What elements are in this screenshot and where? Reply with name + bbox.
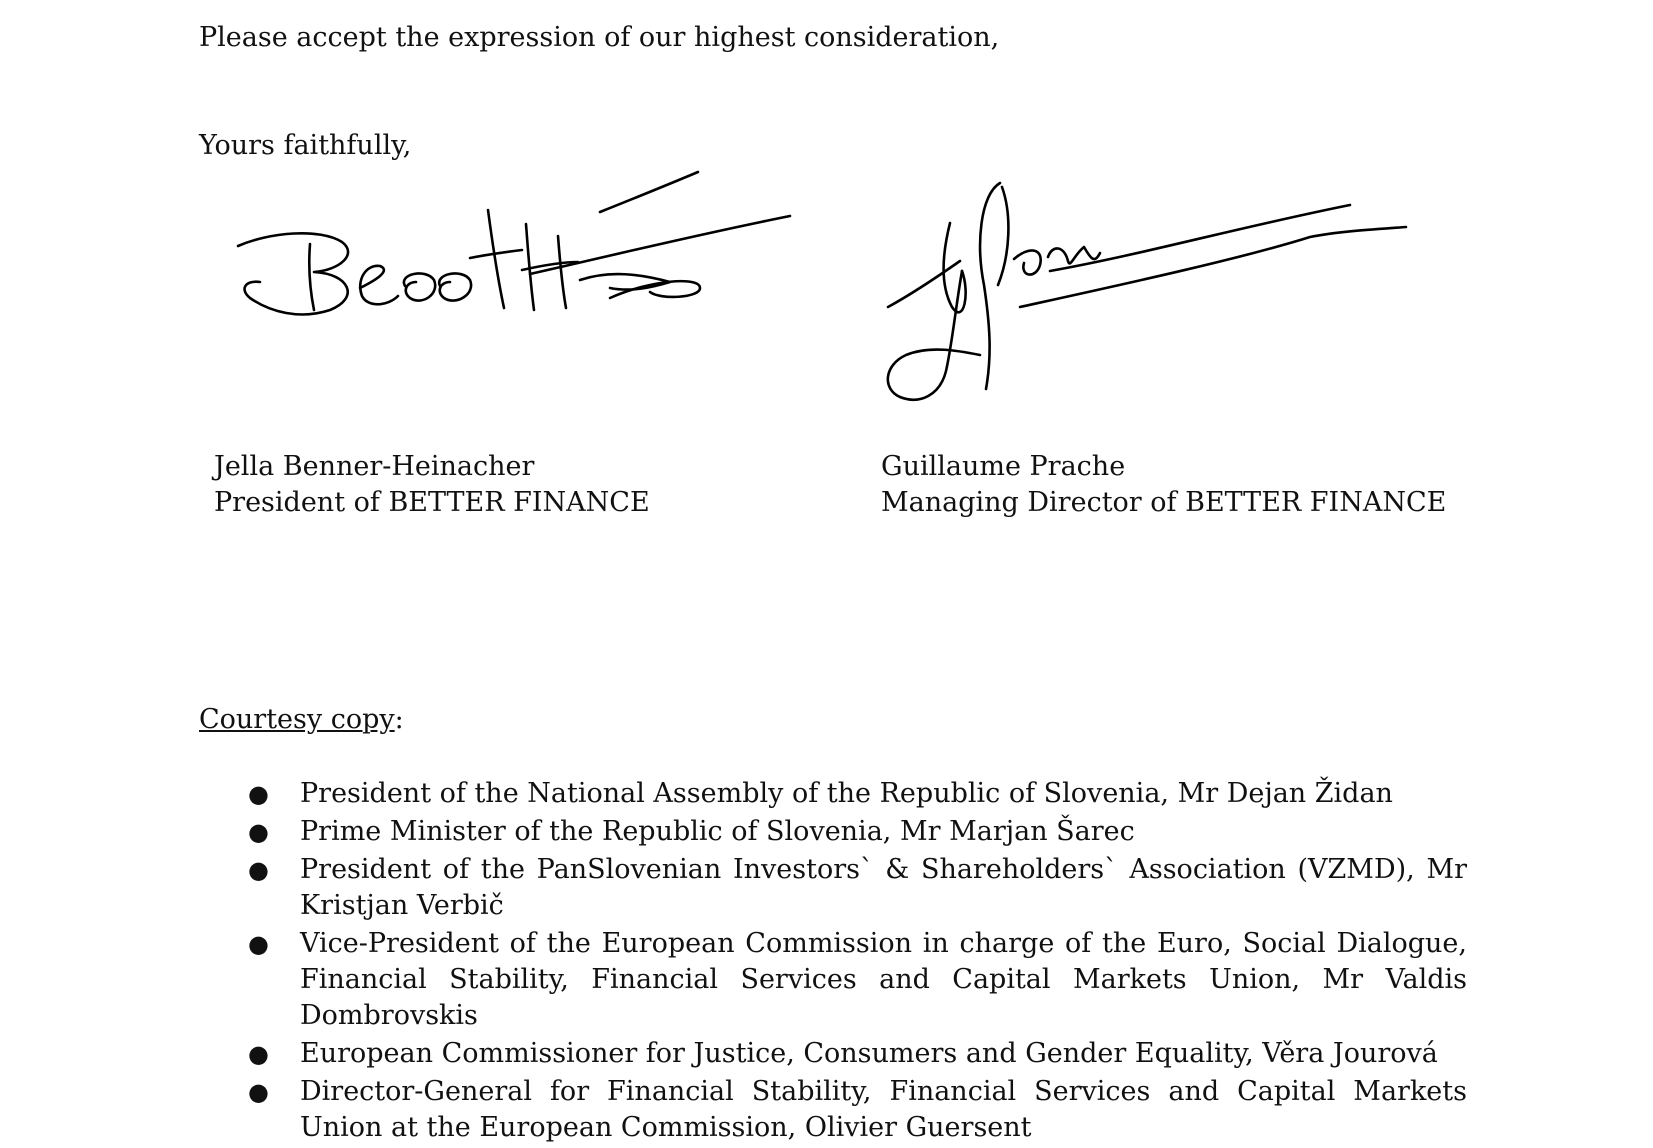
- courtesy-copy-heading: [199, 703, 404, 737]
- signatory-title: President of BETTER FINANCE: [214, 487, 650, 518]
- signatory-name: Guillaume Prache: [881, 451, 1126, 482]
- signature-benner-heinacher: [230, 170, 850, 350]
- bullet-icon: ●: [248, 1040, 269, 1068]
- signatory-name: Jella Benner-Heinacher: [214, 451, 535, 482]
- courtesy-copy-label: Courtesy copy: [199, 704, 395, 735]
- list-item: [245, 814, 1467, 850]
- list-item: [245, 852, 1467, 924]
- recipient-text: Vice-President of the European Commission in charge of the Euro, Social Dialogue, Financial Stability, Financial Services and Capital Markets Union, Mr Valdis Dombrovskis: [300, 928, 1467, 1031]
- list-item: [245, 776, 1467, 812]
- recipient-text: President of the PanSlovenian Investors` & Shareholders` Association (VZMD), Mr Kristjan Verbič: [300, 854, 1467, 921]
- recipient-text: Prime Minister of the Republic of Slovenia, Mr Marjan Šarec: [300, 816, 1135, 847]
- list-item: [245, 1074, 1467, 1146]
- recipient-text: Director-General for Financial Stability, Financial Services and Capital Markets Union at the European Commission, Olivier Guersent: [300, 1076, 1467, 1143]
- bullet-icon: ●: [248, 780, 269, 808]
- signatory-title: Managing Director of BETTER FINANCE: [881, 487, 1447, 518]
- courtesy-copy-list: [245, 776, 1467, 1148]
- bullet-icon: ●: [248, 856, 269, 884]
- list-item: [245, 926, 1467, 1034]
- signatory-right: [881, 449, 1446, 521]
- sign-off: Yours faithfully,: [199, 130, 412, 161]
- recipient-text: European Commissioner for Justice, Consumers and Gender Equality, Věra Jourová: [300, 1038, 1438, 1069]
- bullet-icon: ●: [248, 818, 269, 846]
- signature-prache: [880, 175, 1410, 425]
- bullet-icon: ●: [248, 930, 269, 958]
- bullet-icon: ●: [248, 1078, 269, 1106]
- closing-line: Please accept the expression of our highest consideration,: [199, 22, 1000, 53]
- recipient-text: President of the National Assembly of the Republic of Slovenia, Mr Dejan Židan: [300, 778, 1393, 809]
- courtesy-copy-colon: :: [394, 704, 404, 735]
- list-item: [245, 1036, 1467, 1072]
- signatory-left: [214, 449, 650, 521]
